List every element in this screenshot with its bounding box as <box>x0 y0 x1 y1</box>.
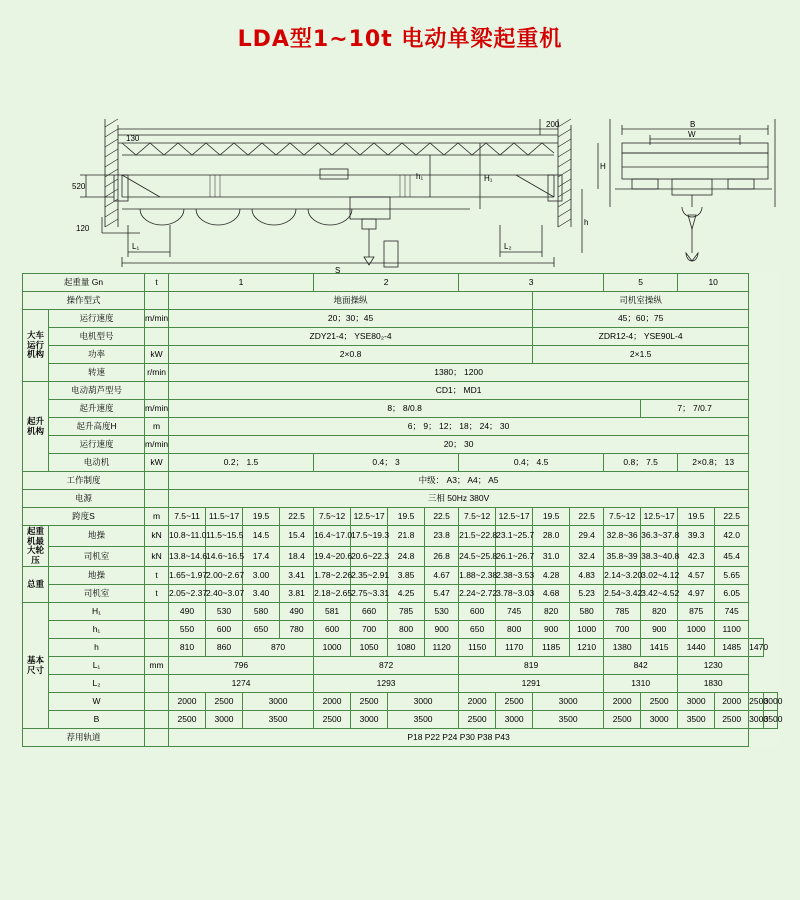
dim-B-cell: 3500 <box>243 711 314 729</box>
span-cell: 22.5 <box>570 508 604 526</box>
unit-B <box>145 711 169 729</box>
power-supply-value: 三相 50Hz 380V <box>169 490 749 508</box>
page-title: LDA型1~10t 电动单梁起重机 <box>237 27 563 52</box>
hoist-motor-2: 0.4； 3 <box>314 454 459 472</box>
dim-B-cell: 3000 <box>496 711 533 729</box>
motor-model-cabin: ZDR12-4； YSE90L-4 <box>533 328 749 346</box>
tw-cabin-cell: 2.18~2.65 <box>314 585 351 603</box>
wp-cabin-cell: 42.3 <box>678 546 715 567</box>
dim-h-cell: 810 <box>169 639 206 657</box>
svg-text:520: 520 <box>72 182 86 191</box>
group-label-travel: 大车运行机构 <box>23 310 49 382</box>
wp-cabin-cell: 20.6~22.3 <box>351 546 388 567</box>
unit-span: m <box>145 508 169 526</box>
group-label-wheel-pressure: 起重机最大轮压 <box>23 526 49 567</box>
operation-cabin: 司机室操纵 <box>533 292 749 310</box>
table-row <box>23 328 778 346</box>
svg-text:h: h <box>584 218 589 227</box>
dim-W-cell: 3000 <box>243 693 314 711</box>
dim-h-cell: 1120 <box>425 639 459 657</box>
unit-tw-cabin: t <box>145 585 169 603</box>
wp-ground-cell: 28.0 <box>533 526 570 547</box>
dim-h1-cell: 1000 <box>570 621 604 639</box>
dim-W-cell: 2000 <box>604 693 641 711</box>
tw-ground-cell: 4.83 <box>570 567 604 585</box>
span-cell: 22.5 <box>715 508 749 526</box>
cap-3: 3 <box>459 274 604 292</box>
unit-motor-model <box>145 328 169 346</box>
hoist-motor-10: 2×0.8； 13 <box>678 454 749 472</box>
dim-L1-cell: 1230 <box>678 657 749 675</box>
tw-cabin-cell: 2.75~3.31 <box>351 585 388 603</box>
dim-h-cell: 1440 <box>678 639 715 657</box>
dim-B-cell: 3000 <box>206 711 243 729</box>
unit-power: kW <box>145 346 169 364</box>
dim-W-cell: 3000 <box>763 693 777 711</box>
unit-mm: mm <box>145 657 169 675</box>
tw-ground-cell: 2.14~3.20 <box>604 567 641 585</box>
svg-text:200: 200 <box>546 120 560 129</box>
unit-trolley-speed: m/min <box>145 436 169 454</box>
dim-L2-cell: 1293 <box>314 675 459 693</box>
tw-ground-cell: 2.38~3.53 <box>496 567 533 585</box>
unit-lift-speed: m/min <box>145 400 169 418</box>
tw-ground-cell: 2.00~2.67 <box>206 567 243 585</box>
table-row <box>23 418 778 436</box>
table-row <box>23 546 778 567</box>
tw-ground-cell: 4.28 <box>533 567 570 585</box>
dim-B-cell: 3500 <box>533 711 604 729</box>
dim-W-cell: 3000 <box>388 693 459 711</box>
table-row <box>23 382 778 400</box>
dim-H1-cell: 581 <box>314 603 351 621</box>
wp-ground-cell: 23.8 <box>425 526 459 547</box>
tw-ground-cell: 3.41 <box>280 567 314 585</box>
table-row <box>23 621 778 639</box>
table-row <box>23 585 778 603</box>
dim-H1-cell: 820 <box>533 603 570 621</box>
tw-cabin-cell: 2.40~3.07 <box>206 585 243 603</box>
dim-B-cell: 2500 <box>715 711 749 729</box>
tw-cabin-cell: 6.05 <box>715 585 749 603</box>
dim-h1-cell: 780 <box>280 621 314 639</box>
wp-ground-cell: 11.5~15.5 <box>206 526 243 547</box>
wp-cabin-cell: 35.8~39 <box>604 546 641 567</box>
dim-W-cell: 3000 <box>533 693 604 711</box>
unit-rail <box>145 729 169 747</box>
cap-5: 5 <box>604 274 678 292</box>
row-label-motor-model: 电机型号 <box>49 328 145 346</box>
dim-h1-cell: 800 <box>496 621 533 639</box>
dim-B-cell: 2500 <box>314 711 351 729</box>
table-row <box>23 603 778 621</box>
row-label-rpm: 转速 <box>49 364 145 382</box>
wp-ground-cell: 36.3~37.8 <box>641 526 678 547</box>
dim-h1-cell: 550 <box>169 621 206 639</box>
span-cell: 19.5 <box>243 508 280 526</box>
unit-H1 <box>145 603 169 621</box>
dim-h-cell: 1080 <box>388 639 425 657</box>
table-row <box>23 310 778 328</box>
power-ground: 2×0.8 <box>169 346 533 364</box>
dim-B-cell: 2500 <box>604 711 641 729</box>
duty-value: 中级： A3； A4； A5 <box>169 472 749 490</box>
dim-h-cell: 1210 <box>570 639 604 657</box>
dim-B-cell: 2500 <box>169 711 206 729</box>
rail-value: P18 P22 P24 P30 P38 P43 <box>169 729 749 747</box>
travel-speed-cabin: 45；60；75 <box>533 310 749 328</box>
dim-W-cell: 2000 <box>314 693 351 711</box>
dim-W-cell: 2500 <box>351 693 388 711</box>
span-cell: 12.5~17 <box>351 508 388 526</box>
wp-cabin-cell: 38.3~40.8 <box>641 546 678 567</box>
dim-W-cell: 2500 <box>206 693 243 711</box>
table-row <box>23 567 778 585</box>
group-label-hoist: 起升机构 <box>23 382 49 472</box>
wp-ground-cell: 17.5~19.3 <box>351 526 388 547</box>
row-label-power: 功率 <box>49 346 145 364</box>
motor-model-ground: ZDY21-4； YSE80₂-4 <box>169 328 533 346</box>
dim-L1-cell: 819 <box>459 657 604 675</box>
dim-h-cell: 1050 <box>351 639 388 657</box>
tw-cabin-cell: 2.54~3.42 <box>604 585 641 603</box>
unit-duty <box>145 472 169 490</box>
hoist-motor-5: 0.8； 7.5 <box>604 454 678 472</box>
rpm-value: 1380； 1200 <box>169 364 749 382</box>
wp-cabin-cell: 26.1~26.7 <box>496 546 533 567</box>
dim-H1-cell: 660 <box>351 603 388 621</box>
dim-W-cell: 2500 <box>496 693 533 711</box>
span-cell: 7.5~12 <box>459 508 496 526</box>
dim-h-cell: 860 <box>206 639 243 657</box>
table-row <box>23 490 778 508</box>
table-row <box>23 729 778 747</box>
dim-h-cell: 1380 <box>604 639 641 657</box>
tw-cabin-cell: 3.40 <box>243 585 280 603</box>
dim-h-cell: 1470 <box>749 639 763 657</box>
row-label-L1: L₁ <box>49 657 145 675</box>
dim-L1-cell: 842 <box>604 657 678 675</box>
spec-table-wrapper <box>22 273 783 747</box>
unit-travel-speed: m/min <box>145 310 169 328</box>
row-label-wp-cabin: 司机室 <box>49 546 145 567</box>
row-label-tw-cabin: 司机室 <box>49 585 145 603</box>
dim-h-cell: 1000 <box>314 639 351 657</box>
unit-L2 <box>145 675 169 693</box>
row-label-operation: 操作型式 <box>23 292 145 310</box>
dim-W-cell: 2500 <box>641 693 678 711</box>
tw-cabin-cell: 3.42~4.52 <box>641 585 678 603</box>
dim-L1-cell: 872 <box>314 657 459 675</box>
dim-H1-cell: 875 <box>678 603 715 621</box>
dim-h-cell: 870 <box>243 639 314 657</box>
wp-ground-cell: 10.8~11.0 <box>169 526 206 547</box>
dim-h-cell: 1185 <box>533 639 570 657</box>
unit-tw-ground: t <box>145 567 169 585</box>
dim-W-cell: 2000 <box>715 693 749 711</box>
tw-cabin-cell: 2.05~2.37 <box>169 585 206 603</box>
dim-H1-cell: 745 <box>496 603 533 621</box>
wp-ground-cell: 42.0 <box>715 526 749 547</box>
unit-hoist-motor: kW <box>145 454 169 472</box>
tw-ground-cell: 1.78~2.26 <box>314 567 351 585</box>
wp-cabin-cell: 45.4 <box>715 546 749 567</box>
unit-wp-ground: kN <box>145 526 169 547</box>
row-label-duty: 工作制度 <box>23 472 145 490</box>
wp-cabin-cell: 17.4 <box>243 546 280 567</box>
row-label-H1: H₁ <box>49 603 145 621</box>
span-cell: 19.5 <box>678 508 715 526</box>
dim-L2-cell: 1274 <box>169 675 314 693</box>
tw-ground-cell: 4.67 <box>425 567 459 585</box>
table-row <box>23 675 778 693</box>
travel-speed-ground: 20；30；45 <box>169 310 533 328</box>
span-cell: 12.5~17 <box>641 508 678 526</box>
operation-ground: 地面操纵 <box>169 292 533 310</box>
dim-h-cell: 1415 <box>641 639 678 657</box>
unit-wp-cabin: kN <box>145 546 169 567</box>
wp-cabin-cell: 19.4~20.6 <box>314 546 351 567</box>
row-label-hoist-motor: 电动机 <box>49 454 145 472</box>
tw-ground-cell: 3.00 <box>243 567 280 585</box>
table-row <box>23 526 778 547</box>
svg-text:L₂: L₂ <box>504 242 512 251</box>
cap-10: 10 <box>678 274 749 292</box>
dim-h1-cell: 800 <box>388 621 425 639</box>
dim-h-cell: 1150 <box>459 639 496 657</box>
row-label-lift-height: 起升高度H <box>49 418 145 436</box>
tw-ground-cell: 3.02~4.12 <box>641 567 678 585</box>
group-label-dimensions: 基本尺寸 <box>23 603 49 729</box>
wp-ground-cell: 32.8~36 <box>604 526 641 547</box>
svg-text:S: S <box>335 266 341 275</box>
dim-H1-cell: 785 <box>388 603 425 621</box>
table-row <box>23 693 778 711</box>
wp-ground-cell: 16.4~17.0 <box>314 526 351 547</box>
row-label-lift-speed: 起升速度 <box>49 400 145 418</box>
svg-text:W: W <box>688 130 696 139</box>
row-label-capacity: 起重量 Gn <box>23 274 145 292</box>
dim-h-cell: 1170 <box>496 639 533 657</box>
wp-cabin-cell: 32.4 <box>570 546 604 567</box>
wp-ground-cell: 21.5~22.8 <box>459 526 496 547</box>
wp-cabin-cell: 18.4 <box>280 546 314 567</box>
unit-h <box>145 639 169 657</box>
tw-ground-cell: 5.65 <box>715 567 749 585</box>
tw-cabin-cell: 3.81 <box>280 585 314 603</box>
wp-cabin-cell: 13.8~14.6 <box>169 546 206 567</box>
row-label-trolley-speed: 运行速度 <box>49 436 145 454</box>
row-label-B: B <box>49 711 145 729</box>
table-row <box>23 292 778 310</box>
svg-text:h₁: h₁ <box>416 172 424 181</box>
dim-H1-cell: 820 <box>641 603 678 621</box>
dim-h-cell: 1485 <box>715 639 749 657</box>
table-row <box>23 472 778 490</box>
tw-cabin-cell: 4.97 <box>678 585 715 603</box>
wp-ground-cell: 15.4 <box>280 526 314 547</box>
tw-cabin-cell: 3.78~3.03 <box>496 585 533 603</box>
dim-h1-cell: 900 <box>533 621 570 639</box>
svg-text:130: 130 <box>126 134 140 143</box>
dim-h1-cell: 650 <box>459 621 496 639</box>
group-label-total-weight: 总重 <box>23 567 49 603</box>
dim-h1-cell: 900 <box>425 621 459 639</box>
dim-h1-cell: 700 <box>604 621 641 639</box>
span-cell: 19.5 <box>388 508 425 526</box>
svg-text:H₁: H₁ <box>484 174 493 183</box>
hoist-motor-1: 0.2； 1.5 <box>169 454 314 472</box>
tw-ground-cell: 3.85 <box>388 567 425 585</box>
unit-hoist-model <box>145 382 169 400</box>
span-cell: 7.5~11 <box>169 508 206 526</box>
dim-H1-cell: 580 <box>570 603 604 621</box>
dim-h1-cell: 1100 <box>715 621 749 639</box>
dim-B-cell: 3000 <box>749 711 763 729</box>
spec-table <box>22 273 783 747</box>
dim-H1-cell: 580 <box>243 603 280 621</box>
span-cell: 7.5~12 <box>314 508 351 526</box>
row-label-span: 跨度S <box>23 508 145 526</box>
unit-rpm: r/min <box>145 364 169 382</box>
table-row <box>23 364 778 382</box>
table-row <box>23 346 778 364</box>
row-label-power-supply: 电源 <box>23 490 145 508</box>
svg-text:H: H <box>600 162 606 171</box>
table-row <box>23 657 778 675</box>
table-row <box>23 436 778 454</box>
wp-ground-cell: 39.3 <box>678 526 715 547</box>
svg-text:120: 120 <box>76 224 90 233</box>
row-label-h: h <box>49 639 145 657</box>
wp-cabin-cell: 14.6~16.5 <box>206 546 243 567</box>
wp-ground-cell: 29.4 <box>570 526 604 547</box>
wp-ground-cell: 21.8 <box>388 526 425 547</box>
unit-operation <box>145 292 169 310</box>
row-label-tw-ground: 地操 <box>49 567 145 585</box>
dim-h1-cell: 900 <box>641 621 678 639</box>
trolley-speed-value: 20； 30 <box>169 436 749 454</box>
dim-B-cell: 3000 <box>351 711 388 729</box>
dim-W-cell: 2000 <box>169 693 206 711</box>
table-row <box>23 454 778 472</box>
cap-1: 1 <box>169 274 314 292</box>
dim-H1-cell: 785 <box>604 603 641 621</box>
table-row <box>23 274 778 292</box>
span-cell: 22.5 <box>280 508 314 526</box>
dim-h1-cell: 600 <box>314 621 351 639</box>
table-row <box>23 711 778 729</box>
hoist-motor-3: 0.4； 4.5 <box>459 454 604 472</box>
lift-speed-b: 7； 7/0.7 <box>641 400 749 418</box>
span-cell: 7.5~12 <box>604 508 641 526</box>
unit-W <box>145 693 169 711</box>
table-row <box>23 400 778 418</box>
dim-L2-cell: 1291 <box>459 675 604 693</box>
wp-ground-cell: 23.1~25.7 <box>496 526 533 547</box>
tw-ground-cell: 1.88~2.38 <box>459 567 496 585</box>
dim-h1-cell: 1000 <box>678 621 715 639</box>
svg-text:L₁: L₁ <box>132 242 140 251</box>
row-label-travel-speed: 运行速度 <box>49 310 145 328</box>
row-label-wp-ground: 地操 <box>49 526 145 547</box>
dim-B-cell: 2500 <box>459 711 496 729</box>
dim-L2-cell: 1310 <box>604 675 678 693</box>
svg-text:B: B <box>690 120 696 129</box>
dim-L2-cell: 1830 <box>678 675 749 693</box>
tw-cabin-cell: 4.25 <box>388 585 425 603</box>
technical-drawing <box>10 57 790 275</box>
dim-H1-cell: 490 <box>169 603 206 621</box>
span-cell: 11.5~17 <box>206 508 243 526</box>
wp-cabin-cell: 24.8 <box>388 546 425 567</box>
tw-ground-cell: 2.35~2.91 <box>351 567 388 585</box>
span-cell: 22.5 <box>425 508 459 526</box>
wp-cabin-cell: 31.0 <box>533 546 570 567</box>
tw-ground-cell: 1.65~1.97 <box>169 567 206 585</box>
table-row <box>23 508 778 526</box>
span-cell: 19.5 <box>533 508 570 526</box>
tw-cabin-cell: 5.23 <box>570 585 604 603</box>
span-cell: 12.5~17 <box>496 508 533 526</box>
dim-H1-cell: 745 <box>715 603 749 621</box>
power-cabin: 2×1.5 <box>533 346 749 364</box>
unit-lift-height: m <box>145 418 169 436</box>
row-label-h1: h₁ <box>49 621 145 639</box>
table-row <box>23 639 778 657</box>
tw-cabin-cell: 2.24~2.72 <box>459 585 496 603</box>
dim-B-cell: 3500 <box>678 711 715 729</box>
lift-height-value: 6； 9； 12； 18； 24； 30 <box>169 418 749 436</box>
row-label-W: W <box>49 693 145 711</box>
dim-L1-cell: 796 <box>169 657 314 675</box>
tw-cabin-cell: 4.68 <box>533 585 570 603</box>
dim-h1-cell: 700 <box>351 621 388 639</box>
row-label-hoist-model: 电动葫芦型号 <box>49 382 145 400</box>
drawing-svg <box>10 57 790 275</box>
unit-h1 <box>145 621 169 639</box>
wp-cabin-cell: 24.5~25.8 <box>459 546 496 567</box>
dim-H1-cell: 530 <box>425 603 459 621</box>
row-label-L2: L₂ <box>49 675 145 693</box>
dim-H1-cell: 600 <box>459 603 496 621</box>
tw-cabin-cell: 5.47 <box>425 585 459 603</box>
wp-cabin-cell: 26.8 <box>425 546 459 567</box>
dim-B-cell: 3000 <box>641 711 678 729</box>
cap-2: 2 <box>314 274 459 292</box>
row-label-rail: 荐用轨道 <box>23 729 145 747</box>
dim-W-cell: 3000 <box>678 693 715 711</box>
wp-ground-cell: 14.5 <box>243 526 280 547</box>
lift-speed-a: 8； 8/0.8 <box>169 400 641 418</box>
unit-power-supply <box>145 490 169 508</box>
dim-W-cell: 2000 <box>459 693 496 711</box>
dim-H1-cell: 530 <box>206 603 243 621</box>
dim-h1-cell: 600 <box>206 621 243 639</box>
dim-B-cell: 3500 <box>763 711 777 729</box>
tw-ground-cell: 4.57 <box>678 567 715 585</box>
dim-B-cell: 3500 <box>388 711 459 729</box>
dim-H1-cell: 490 <box>280 603 314 621</box>
dim-W-cell: 2500 <box>749 693 763 711</box>
hoist-model-value: CD1； MD1 <box>169 382 749 400</box>
unit-capacity: t <box>145 274 169 292</box>
dim-h1-cell: 650 <box>243 621 280 639</box>
